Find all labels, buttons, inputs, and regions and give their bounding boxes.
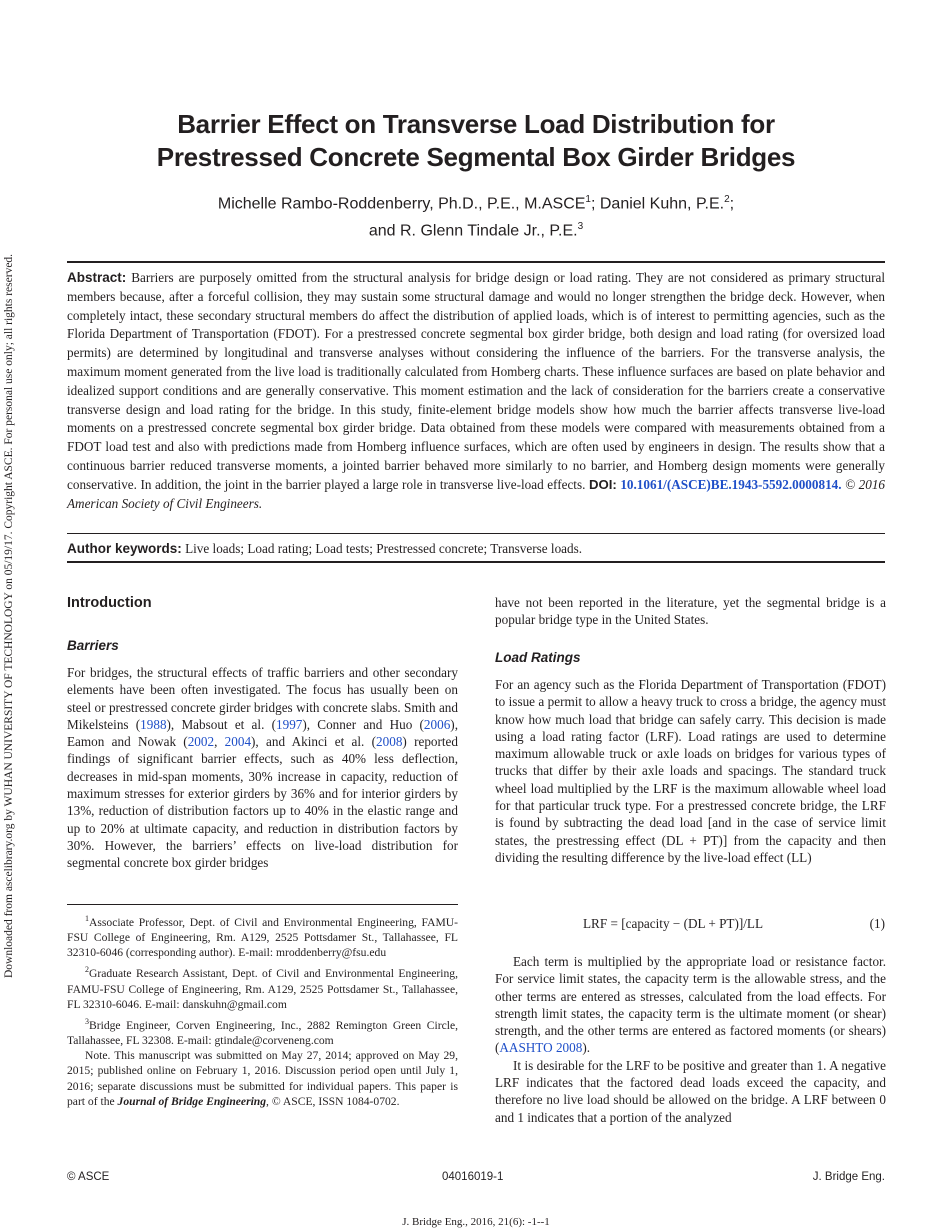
load-ratings-text: For an agency such as the Florida Department of Transportation (FDOT) to issue a permit to allow a heavy truck to cross a bridge, the agency must know how much load that bridge can safely carry. This decision is made using a load rating factor (LRF). Load ratings are used to determine maximum allowable truck or axle loads on bridges for various types of trucks that differ by their axle loads and spacings. The standard truck wheel load multiplied by the LRF is the maximum allowable wheel load for that particular truck type. For a prestressed concrete bridge, the LRF is found by subtracting the dead load [and in the case of service limit states, the prestressing effect (DL + PT)] from the capacity and then dividing the resulting difference by the live-load effect (LL) (495, 677, 886, 865)
paper-title (60, 108, 892, 174)
load-factor-text (495, 953, 886, 1057)
download-watermark-text: Downloaded from ascelibrary.org by WUHAN UNIVERSITY OF TECHNOLOGY on 05/19/17. Copyright ASCE. For personal use only; all rights reserved. (3, 253, 15, 979)
abstract-copyright: © 2016 American Society of Civil Engineers. (67, 476, 886, 511)
note-text-tail: , © ASCE, ISSN 1084-0702. (266, 1094, 400, 1108)
footer-article-id: 04016019-1 (442, 1171, 504, 1183)
journal-name: Journal of Bridge Engineering (117, 1094, 267, 1108)
footnotes (67, 911, 458, 1109)
author-1: Michelle Rambo-Roddenberry, Ph.D., P.E., M.ASCE (217, 195, 586, 213)
author-line-2 (60, 215, 892, 242)
footnote-1 (67, 911, 458, 960)
right-column-continuation (495, 594, 886, 629)
author-3: and R. Glenn Tindale Jr., P.E. (368, 222, 578, 240)
author-3-affiliation: 3 (577, 221, 584, 233)
barriers-paragraph (67, 664, 458, 872)
doi-link[interactable]: 10.1061/(ASCE)BE.1943-5592.0000814. (620, 476, 842, 492)
author-1-affiliation: 1 (585, 194, 591, 205)
keywords-label: Author keywords: (67, 541, 182, 556)
title-line-1: Barrier Effect on Transverse Load Distribution for (177, 109, 775, 139)
manuscript-note (67, 1048, 458, 1109)
equation-number: (1) (869, 916, 885, 931)
citation-link-2008[interactable]: 2008 (376, 734, 403, 750)
footnote-2-marker: 2 (85, 965, 89, 975)
citation-line: J. Bridge Eng., 2016, 21(6): -1--1 (402, 1216, 550, 1228)
citation-link-1997[interactable]: 1997 (276, 716, 303, 732)
author-list (60, 188, 892, 243)
footnote-rule (67, 904, 458, 905)
abstract-text: Barriers are purposely omitted from the structural analysis for bridge design or load rating. They are not considered as primary structural members because, after a forceful collision, they may sustain some structural damage and would no longer strengthen the bridge deck. However, when completely intact, these secondary structural members do affect the distribution of applied loads, which is of interest to permitting agencies, such as the Florida Department of Transportation (FDOT). For a prestressed concrete segmental box girder bridge, both design and load rating (for oversized load permits) are determined by longitudinal and transverse analyses without considering the influence of the barriers. For the transverse analysis, the maximum moment generated from the live load is traditionally calculated from Homberg charts. These influence surfaces are based on plate behavior and idealized support conditions and are generally conservative. This moment estimation and the lack of consideration for the barriers create a conservative transverse design and load rating for the bridge. In this study, finite-element bridge models show how much the barrier affects transverse live-load moments on a prestressed concrete segmental box girder bridge. Data obtained from these models were compared with measurements obtained from a FDOT load test and also with predictions made from Homberg influence surfaces, which are often used by engineers in design. The results show that a continuous barrier reduced transverse moments, a jointed barrier behaved more similarly to no barrier, and Homberg design moments were generally conservative. In addition, the joint in the barrier played a large role in transverse live-load effects. (67, 270, 886, 492)
download-watermark (0, 0, 18, 1232)
lrf-formula: LRF = [capacity − (DL + PT)]/LL (583, 916, 764, 931)
footer-publisher: © ASCE (67, 1171, 110, 1183)
citation-link-2006[interactable]: 2006 (423, 716, 451, 732)
author-2-affiliation: 2 (724, 194, 730, 205)
footnote-2-text: Graduate Research Assistant, Dept. of Civil and Environmental Engineering, FAMU-FSU College of Engineering, Rm. A129, 2525 Pottsdamer St., Tallahassee, FL 32310-6046. E-mail: danskuhn@gmail.com (67, 967, 458, 1011)
footnote-3 (67, 1014, 458, 1048)
load-ratings-paragraph (495, 676, 886, 866)
citation-link-2004[interactable]: 2004 (224, 734, 252, 750)
footnote-1-text: Associate Professor, Dept. of Civil and Environmental Engineering, FAMU-FSU College of Engineering, Rm. A129, 2525 Pottsdamer St., Tallahassee, FL 32310-6046 (corresponding author). E-mail: mroddenberry@fsu.edu (67, 915, 458, 960)
text-run: ), Eamon and Nowak ( (67, 716, 458, 750)
abstract-bottom-rule (67, 533, 885, 534)
note-text: Note. This manuscript was submitted on May 27, 2014; approved on May 29, 2015; published online on February 1, 2016. Discussion period open until July 1, 2016; separate discussions must be submitted for individual papers. This paper is part of the (67, 1049, 458, 1108)
footnote-3-text: Bridge Engineer, Corven Engineering, Inc., 2882 Remington Green Circle, Tallahassee, FL 32308. E-mail: gtindale@corveneng.com (67, 1018, 458, 1047)
barriers-paragraph-text (67, 664, 458, 872)
text-run: ), Conner and Huo ( (302, 716, 424, 732)
author-2: ; Daniel Kuhn, P.E. (590, 195, 725, 213)
citation-link-aashto[interactable]: AASHTO 2008 (499, 1040, 583, 1056)
text-run: ) reported findings of significant barrier effects, such as 40% less deflection, decreases in mid-span moments, 30% increase in capacity, reduction of maximum stresses for exterior girders by 36% and for interior girders by 13%, reduction of distribution factors up to 40% in the elastic range and up to 20% at ultimate capacity, and reduction in distribution factors by 30%. However, the barriers’ effects on live-load distribution for segmental concrete box girder bridges (67, 734, 459, 871)
text-run: Each term is multiplied by the appropriate load or resistance factor. For service limit states, the capacity term is the allowable stress, and the other terms are entered as stresses, calculated from the load effects. For strength limit states, the capacity term is the ultimate moment (or shear) strength, and the other terms are entered as factored moments (or shears) ( (495, 954, 886, 1056)
text-run: ), Mabsout et al. ( (166, 716, 276, 732)
abstract (67, 269, 885, 513)
footnote-1-marker: 1 (85, 914, 89, 923)
abstract-top-rule (67, 261, 885, 263)
lrf-interpretation-text: It is desirable for the LRF to be positive and greater than 1. A negative LRF indicates that the factored dead loads exceed the capacity, and therefore no live load should be allowed on the bridge. A LRF between 0 and 1 indicates that a portion of the analyzed (495, 1057, 886, 1125)
footnote-2 (67, 962, 458, 1011)
author-line-1 (60, 188, 892, 215)
author-separator: ; (729, 195, 735, 213)
text-run: , (214, 734, 225, 750)
introduction-heading: Introduction (67, 595, 152, 611)
continuation-paragraph: have not been reported in the literature, yet the segmental bridge is a popular bridge type in the United States. (495, 595, 886, 628)
doi-label: DOI: (588, 476, 617, 492)
footer-journal: J. Bridge Eng. (812, 1171, 885, 1183)
abstract-label: Abstract: (67, 270, 127, 285)
footnote-3-marker: 3 (85, 1016, 89, 1026)
load-factor-paragraph (495, 953, 886, 1126)
text-run: ). (582, 1040, 591, 1056)
text-run: For bridges, the structural effects of traffic barriers and other secondary elements have been often investigated. The focus has usually been on steel or prestressed concrete girder bridges with concrete slabs. Smith and Mikelsteins ( (67, 665, 458, 732)
author-keywords (67, 540, 885, 558)
keywords-text: Live loads; Load rating; Load tests; Prestressed concrete; Transverse loads. (185, 541, 583, 556)
barriers-heading: Barriers (67, 638, 119, 653)
load-ratings-heading: Load Ratings (495, 650, 581, 665)
text-run: ), and Akinci et al. ( (251, 734, 377, 750)
citation-link-1988[interactable]: 1988 (140, 716, 167, 732)
keywords-bottom-rule (67, 561, 885, 563)
citation-link-2002[interactable]: 2002 (187, 734, 215, 750)
title-line-2: Prestressed Concrete Segmental Box Girder Bridges (156, 142, 796, 172)
